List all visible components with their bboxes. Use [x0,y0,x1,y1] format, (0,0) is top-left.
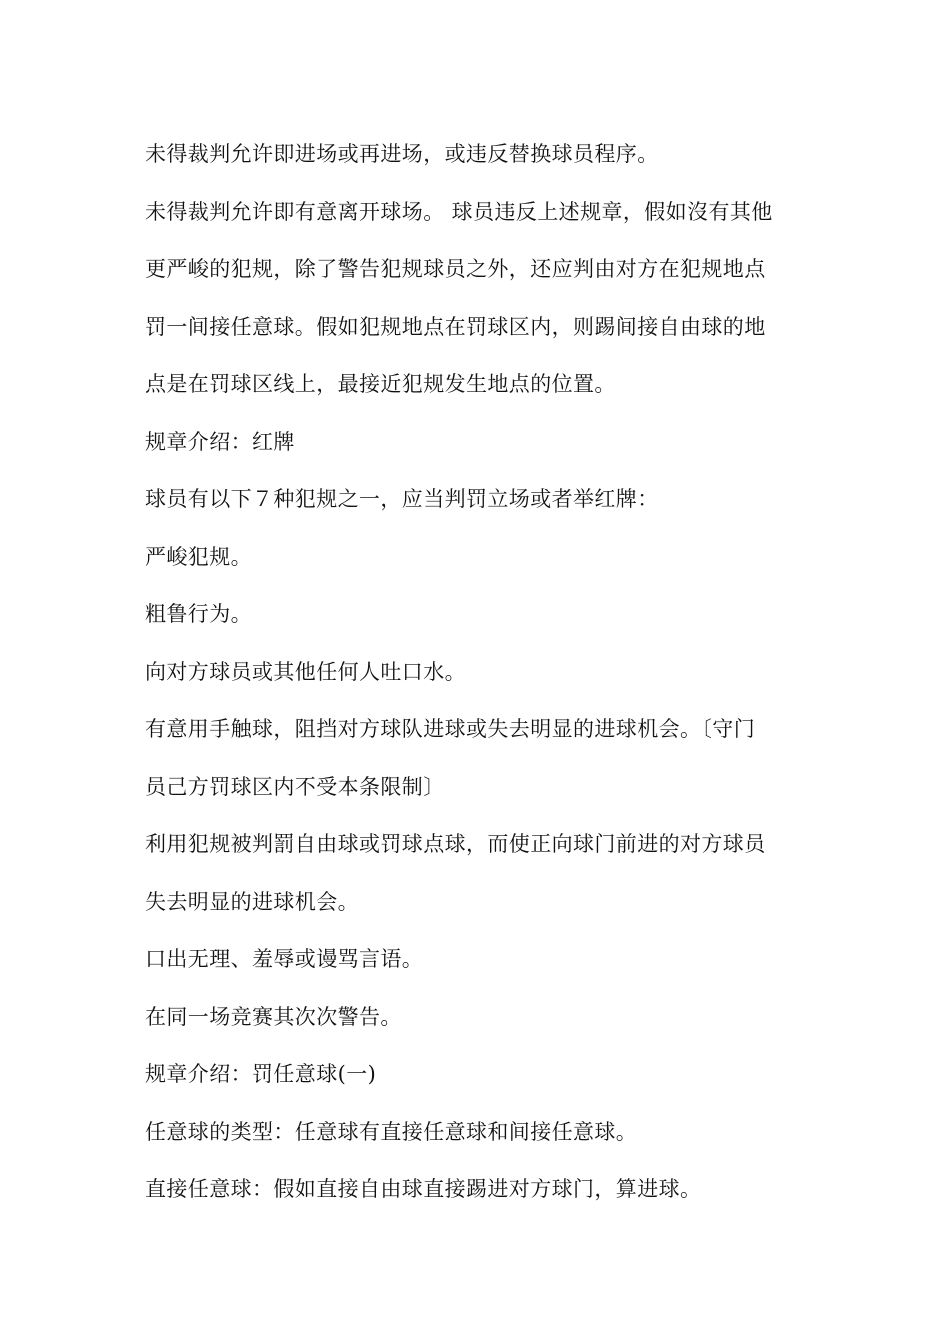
text-line: 失去明显的进球机会。 [145,889,359,914]
text-line: 未得裁判允许即进场或再进场，或违反替换球员程序。 [145,142,659,166]
text-line: 点是在罚球区线上，最接近犯规发生地点的位置。 [145,372,616,396]
text-line: 更严峻的犯规，除了警告犯规球员之外，还应判由对方在犯规地点 [145,257,766,281]
section-heading: 规章介绍：罚任意球(一) [145,1062,377,1086]
list-item: 利用犯规被判罰自由球或罚球点球，而使正向球门前进的对方球员 [145,832,766,856]
text-line: 球员有以下７种犯规之一，应当判罚立场或者举红牌： [145,487,659,511]
list-item: 严峻犯规。 [145,544,252,569]
list-item: 在同一场竞赛其次次警告。 [145,1004,402,1029]
list-item: 粗鲁行为。 [145,602,252,626]
section-heading: 规章介绍：红牌 [145,429,295,454]
text-line: 直接任意球：假如直接自由球直接踢进对方球门，算进球。 [145,1177,702,1201]
text-line: 罚一间接任意球。假如犯规地点在罚球区内，则踢间接自由球的地 [145,314,766,339]
text-line: 任意球的类型：任意球有直接任意球和间接任意球。 [145,1119,638,1144]
list-item: 向对方球员或其他任何人吐口水。 [145,659,466,684]
list-item: 有意用手触球，阻挡对方球队进球或失去明显的进球机会。〔守门 [145,717,756,741]
document-body [145,126,825,1219]
list-item: 口出无理、羞辱或谩骂言语。 [145,947,424,971]
text-line: 未得裁判允许即有意离开球场。 球员违反上述规章，假如沒有其他 [145,199,773,224]
text-line: 员己方罚球区内不受本条限制〕 [145,774,445,799]
